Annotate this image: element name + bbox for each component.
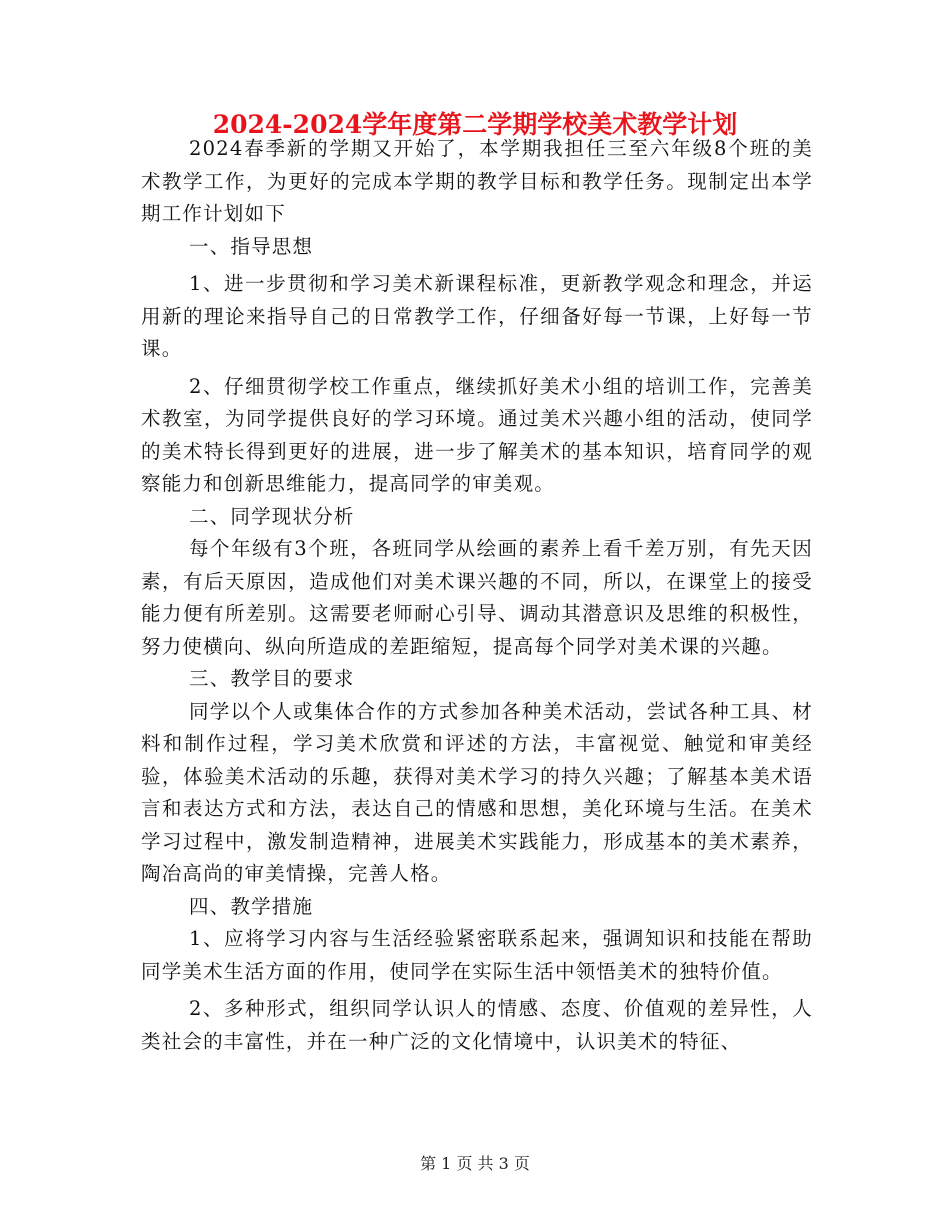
paragraph-guiding-2: 2、仔细贯彻学校工作重点，继续抓好美术小组的培训工作，完善美术教室，为同学提供良好的学习环境。通过美术兴趣小组的活动，使同学的美术特长得到更好的进展，进一步了解美术的基本知识，培育同学的观察能力和创新思维能力，提高同学的审美观。: [141, 374, 813, 495]
page-footer: 第 1 页 共 3 页: [420, 1154, 530, 1173]
paragraph-student-analysis: 每个年级有3个班，各班同学从绘画的素养上看千差万别，有先天因素，有后天原因，造成他们对美术课兴趣的不同，所以，在课堂上的接受能力便有所差别。这需要老师耐心引导、调动其潜意识及思维的积极性，努力使横向、纵向所造成的差距缩短，提高每个同学对美术课的兴趣。: [141, 537, 813, 658]
heading-teaching-goals: 三、教学目的要求: [189, 667, 355, 690]
document-title: 2024-2024学年度第二学期学校美术教学计划: [212, 110, 738, 139]
heading-guiding-ideology: 一、指导思想: [189, 234, 314, 258]
paragraph-measures-2: 2、多种形式，组织同学认识人的情感、态度、价值观的差异性，人类社会的丰富性，并在一种广泛的文化情境中，认识美术的特征、: [141, 997, 813, 1053]
paragraph-measures-1: 1、应将学习内容与生活经验紧密联系起来，强调知识和技能在帮助同学美术生活方面的作用，使同学在实际生活中领悟美术的独特价值。: [141, 927, 813, 983]
paragraph-guiding-1: 1、进一步贯彻和学习美术新课程标准，更新教学观念和理念，并运用新的理论来指导自己的日常教学工作，仔细备好每一节课，上好每一节课。: [141, 272, 813, 360]
paragraph-teaching-goals: 同学以个人或集体合作的方式参加各种美术活动，尝试各种工具、材料和制作过程，学习美术欣赏和评述的方法，丰富视觉、触觉和审美经验，体验美术活动的乐趣，获得对美术学习的持久兴趣；了解基本美术语言和表达方式和方法，表达自己的情感和思想，美化环境与生活。在美术学习过程中，激发制造精神，进展美术实践能力，形成基本的美术素养，陶冶高尚的审美情操，完善人格。: [141, 699, 813, 885]
heading-student-analysis: 二、同学现状分析: [189, 504, 355, 528]
paragraph-intro: 2024春季新的学期又开始了，本学期我担任三至六年级8个班的美术教学工作，为更好的完成本学期的教学目标和教学任务。现制定出本学期工作计划如下: [141, 137, 813, 225]
heading-teaching-measures: 四、教学措施: [189, 894, 314, 918]
document-body: [141, 133, 813, 1058]
